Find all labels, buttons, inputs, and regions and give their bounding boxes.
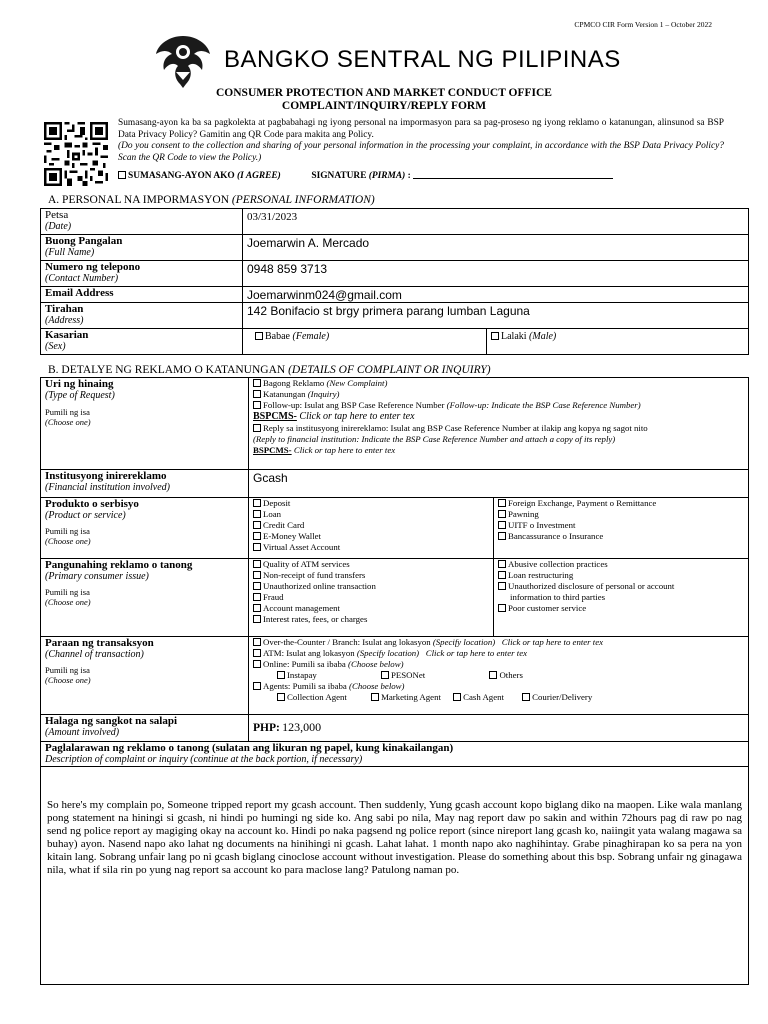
bancassurance-checkbox[interactable] [498, 532, 506, 540]
atm-quality-label: Quality of ATM services [263, 559, 350, 569]
male-label: Lalaki [501, 331, 527, 342]
consent-text [118, 118, 724, 164]
credit-card-checkbox[interactable] [253, 521, 261, 529]
agree-label: SUMASANG-AYON AKO [128, 171, 235, 181]
description-label: Paglalarawan ng reklamo o tanong (sulatan ang likuran ng papel, kung kinakailangan) [45, 742, 454, 754]
email-label: Email Address [45, 287, 114, 299]
date-field[interactable]: 03/31/2023 [247, 211, 298, 223]
product-option-forex[interactable] [498, 498, 744, 509]
complaint-details-table [40, 377, 749, 985]
online-option-instapay[interactable] [277, 670, 317, 680]
marketing-agent-checkbox[interactable] [371, 693, 379, 701]
channel-choose-one-en: (Choose one) [45, 675, 91, 685]
product-option-credit-card[interactable] [253, 520, 489, 531]
date-row [41, 209, 749, 235]
online-option-others[interactable] [489, 670, 522, 680]
new-complaint-label: Bagong Reklamo [263, 378, 325, 388]
disclosure-checkbox[interactable] [498, 582, 506, 590]
institution-field[interactable]: Gcash [253, 471, 288, 485]
atm-location-placeholder[interactable]: Click or tap here to enter tex [425, 648, 528, 658]
channel-option-online[interactable] [253, 659, 744, 670]
bank-name: BANGKO SENTRAL NG PILIPINAS [224, 46, 621, 73]
office-name: CONSUMER PROTECTION AND MARKET CONDUCT OFFICE [216, 87, 552, 99]
form-version: CPMCO CIR Form Version 1 – October 2022 [574, 20, 712, 29]
unauthorized-online-checkbox[interactable] [253, 582, 261, 590]
deposit-label: Deposit [263, 498, 291, 508]
request-option-inquiry[interactable] [253, 389, 744, 400]
reply-reference-field[interactable] [253, 445, 744, 456]
otc-label: Over-the-Counter / Branch: Isulat ang lokasyon [263, 637, 431, 647]
signature-colon: : [407, 171, 411, 181]
date-label-en: (Date) [45, 221, 72, 232]
inquiry-label: Katanungan [263, 389, 306, 399]
fraud-label: Fraud [263, 592, 284, 602]
issue-row [41, 559, 749, 637]
section-b-title: B. DETALYE NG REKLAMO O KATANUNGAN [48, 364, 286, 376]
description-field[interactable]: So here's my complain po, Someone tripped report my gcash account. Then suddenly, Yung gcash account kopo biglang diko na maopen. Like wala manlang pong statement na hiningi si gcash, ni hindi po humingi ng side ko. Ang sabi po nila, May nag report daw po sakin and within 72hours pag di raw po nag send ng police report ay magiging okay na account ko. Hindi po naka pagsend ng police report (since nireport lang gcash ko, naiingit yata walang magawa sa buhay) ayon. Nasend napo ako lahat ng documents na hinihingi ni gcash. Lahat lahat. 1 month napo ako naghihintay. Grabe pinaghirapan ko sa pera na yon kitain lang. Sobrang unfair lang po ni gcash biglang cinoclose account without investigation. Please do something about this bsp. Sobrang unfair ng ginagawa nila, what if sila rin po yung nag report sa account ko para maclose lang? Patulong naman po. [47, 799, 743, 876]
followup-reference-placeholder: Click or tap here to enter tex [299, 411, 415, 422]
full-name-label-en: (Full Name) [45, 247, 95, 258]
forex-label: Foreign Exchange, Payment o Remittance [508, 498, 657, 508]
email-field[interactable]: Joemarwinm024@gmail.com [247, 288, 402, 302]
address-field[interactable]: 142 Bonifacio st brgy primera parang lumban Laguna [247, 304, 530, 318]
disclosure-label-cont: information to third parties [510, 592, 606, 602]
sex-option-male[interactable] [491, 329, 744, 342]
contact-row [41, 261, 749, 287]
address-label-en: (Address) [45, 315, 84, 326]
contact-label-en: (Contact Number) [45, 273, 119, 284]
fraud-checkbox[interactable] [253, 593, 261, 601]
collection-agent-label: Collection Agent [287, 692, 347, 702]
others-checkbox[interactable] [489, 671, 497, 679]
description-row [41, 742, 749, 985]
sex-row [41, 329, 749, 355]
new-complaint-label-en: (New Complaint) [326, 378, 388, 388]
consent-agree-row [118, 170, 613, 181]
collection-checkbox[interactable] [498, 560, 506, 568]
form-title: COMPLAINT/INQUIRY/REPLY FORM [281, 100, 487, 112]
pesonet-checkbox[interactable] [381, 671, 389, 679]
reply-reference-placeholder: Click or tap here to enter tex [293, 445, 396, 455]
agents-label-en: (Choose below) [349, 681, 405, 691]
followup-reference-field[interactable] [253, 411, 744, 423]
request-type-label-en: (Type of Request) [45, 390, 115, 401]
followup-label-en: (Follow-up: Indicate the BSP Case Reference Number) [446, 400, 641, 410]
amount-row [41, 715, 749, 742]
full-name-field[interactable]: Joemarwin A. Mercado [247, 236, 370, 250]
online-options [253, 670, 744, 681]
section-a-title-en: (PERSONAL INFORMATION) [231, 194, 375, 206]
agree-checkbox[interactable] [118, 171, 126, 179]
agree-label-en: (I AGREE) [237, 171, 281, 181]
marketing-agent-label: Marketing Agent [381, 692, 441, 702]
description-label-en: Description of complaint or inquiry (continue at the back portion, if necessary) [41, 754, 748, 767]
unauthorized-online-label: Unauthorized online transaction [263, 581, 376, 591]
product-choose-one-en: (Choose one) [45, 536, 91, 546]
online-option-pesonet[interactable] [381, 670, 425, 680]
contact-label: Numero ng telepono [45, 261, 141, 273]
online-checkbox[interactable] [253, 660, 261, 668]
issue-option-poor-service[interactable] [498, 603, 744, 614]
female-label-en: (Female) [292, 331, 330, 342]
consent-text-english: (Do you consent to the collection and sharing of your personal information in the processing your complaint, in accordance with the BSP Data Privacy Policy? Scan the QR Code to view the Policy.) [118, 141, 724, 163]
bsp-logo-icon [152, 30, 214, 92]
product-option-bancassurance[interactable] [498, 531, 744, 542]
deposit-checkbox[interactable] [253, 499, 261, 507]
request-option-new[interactable] [253, 378, 744, 389]
female-label: Babae [265, 331, 290, 342]
bancassurance-label: Bancassurance o Insurance [508, 531, 604, 541]
agent-options [253, 692, 744, 703]
female-checkbox[interactable] [255, 332, 263, 340]
agent-option-cash[interactable] [453, 692, 504, 702]
email-row [41, 287, 749, 303]
product-label-en: (Product or service) [45, 510, 126, 521]
atm-label: ATM: Isulat ang lokasyon [263, 648, 355, 658]
cash-agent-checkbox[interactable] [453, 693, 461, 701]
agents-label: Agents: Pumili sa ibaba [263, 681, 347, 691]
institution-row [41, 470, 749, 498]
others-label: Others [499, 670, 523, 680]
institution-label-en: (Financial institution involved) [45, 482, 170, 493]
loan-checkbox[interactable] [253, 510, 261, 518]
channel-label-en: (Channel of transaction) [45, 649, 144, 660]
issue-option-account-management[interactable] [253, 603, 489, 614]
cash-agent-label: Cash Agent [463, 692, 504, 702]
amount-field[interactable]: 123,000 [282, 720, 322, 734]
full-name-row [41, 235, 749, 261]
product-option-emoney[interactable] [253, 531, 489, 542]
issue-option-collection[interactable] [498, 559, 744, 570]
product-option-loan[interactable] [253, 509, 489, 520]
channel-option-agents[interactable] [253, 681, 744, 692]
fees-checkbox[interactable] [253, 615, 261, 623]
pawning-label: Pawning [508, 509, 539, 519]
otc-checkbox[interactable] [253, 638, 261, 646]
section-a-heading [48, 194, 375, 206]
sex-option-female[interactable] [247, 329, 482, 342]
otc-location-placeholder[interactable]: Click or tap here to enter tex [501, 637, 604, 647]
emoney-label: E-Money Wallet [263, 531, 322, 541]
agent-option-collection[interactable] [277, 692, 347, 702]
request-option-followup[interactable] [253, 400, 744, 411]
issue-choose-one-en: (Choose one) [45, 597, 91, 607]
account-management-checkbox[interactable] [253, 604, 261, 612]
fund-transfer-label: Non-receipt of fund transfers [263, 570, 366, 580]
channel-label: Paraan ng transaksyon [45, 637, 154, 649]
issue-option-unauthorized-online[interactable] [253, 581, 489, 592]
issue-option-fees[interactable] [253, 614, 489, 625]
agent-option-marketing[interactable] [371, 692, 441, 702]
signature-label-en: (PIRMA) [368, 171, 406, 181]
channel-choose-one: Pumili ng isa [45, 665, 90, 675]
full-name-label: Buong Pangalan [45, 235, 123, 247]
channel-row [41, 637, 749, 715]
online-label: Online: Pumili sa ibaba [263, 659, 346, 669]
choose-one-label: Pumili ng isa [45, 407, 90, 417]
instapay-label: Instapay [287, 670, 317, 680]
issue-label-en: (Primary consumer issue) [45, 571, 149, 582]
channel-option-atm[interactable] [253, 648, 744, 659]
forex-checkbox[interactable] [498, 499, 506, 507]
inquiry-checkbox[interactable] [253, 390, 261, 398]
signature-label: SIGNATURE [311, 171, 367, 181]
account-management-label: Account management [263, 603, 340, 613]
pesonet-label: PESONet [391, 670, 426, 680]
bspcms-prefix-2: BSPCMS- [253, 445, 292, 455]
consent-text-filipino: Sumasang-ayon ka ba sa pagkolekta at pagbabahagi ng iyong personal na impormasyon para sa pag-proseso ng iyong reklamo o katanungan, alinsunod sa BSP Data Privacy Policy? Gamitin ang QR Code para makita ang Policy. [118, 118, 724, 140]
agent-option-courier[interactable] [522, 692, 592, 702]
product-option-virtual-asset[interactable] [253, 542, 489, 553]
disclosure-label: Unauthorized disclosure of personal or account [508, 581, 675, 591]
collection-agent-checkbox[interactable] [277, 693, 285, 701]
virtual-asset-label: Virtual Asset Account [263, 542, 341, 552]
contact-field[interactable]: 0948 859 3713 [247, 262, 328, 276]
amount-currency: PHP: [253, 722, 280, 734]
uitf-checkbox[interactable] [498, 521, 506, 529]
institution-label: Institusyong inirereklamo [45, 470, 167, 482]
restructuring-label: Loan restructuring [508, 570, 574, 580]
otc-label-en: (Specify location) [432, 637, 496, 647]
section-a-title: A. PERSONAL NA IMPORMASYON [48, 194, 230, 206]
male-label-en: (Male) [529, 331, 557, 342]
poor-service-checkbox[interactable] [498, 604, 506, 612]
uitf-label: UITF o Investment [508, 520, 576, 530]
date-label: Petsa [45, 209, 69, 221]
section-b-heading [48, 364, 491, 376]
poor-service-label: Poor customer service [508, 603, 587, 613]
issue-option-disclosure[interactable] [498, 581, 744, 592]
emoney-checkbox[interactable] [253, 532, 261, 540]
reply-checkbox[interactable] [253, 424, 261, 432]
credit-card-label: Credit Card [263, 520, 305, 530]
virtual-asset-checkbox[interactable] [253, 543, 261, 551]
signature-field[interactable] [413, 170, 613, 179]
agents-checkbox[interactable] [253, 682, 261, 690]
courier-label: Courier/Delivery [532, 692, 593, 702]
product-label: Produkto o serbisyo [45, 498, 139, 510]
fund-transfer-checkbox[interactable] [253, 571, 261, 579]
product-option-uitf[interactable] [498, 520, 744, 531]
issue-choose-one: Pumili ng isa [45, 587, 90, 597]
channel-option-otc[interactable] [253, 637, 744, 648]
collection-label: Abusive collection practices [508, 559, 608, 569]
product-option-deposit[interactable] [253, 498, 489, 509]
atm-checkbox[interactable] [253, 649, 261, 657]
qr-code-icon [44, 122, 108, 186]
product-row [41, 498, 749, 559]
address-row [41, 303, 749, 329]
atm-label-en: (Specify location) [356, 648, 420, 658]
product-choose-one: Pumili ng isa [45, 526, 90, 536]
pawning-checkbox[interactable] [498, 510, 506, 518]
issue-option-restructuring[interactable] [498, 570, 744, 581]
request-type-row [41, 378, 749, 470]
loan-label: Loan [263, 509, 282, 519]
issue-label: Pangunahing reklamo o tanong [45, 559, 193, 571]
address-label: Tirahan [45, 303, 84, 315]
amount-label-en: (Amount involved) [45, 727, 120, 738]
issue-option-fraud[interactable] [253, 592, 489, 603]
request-type-label: Uri ng hinaing [45, 378, 114, 390]
new-complaint-checkbox[interactable] [253, 379, 261, 387]
sex-label: Kasarian [45, 329, 89, 341]
followup-checkbox[interactable] [253, 401, 261, 409]
online-label-en: (Choose below) [348, 659, 404, 669]
male-checkbox[interactable] [491, 332, 499, 340]
reply-label: Reply sa institusyong inirereklamo: Isulat ang BSP Case Reference Number at ilakip ang kopya ng sagot nito [263, 423, 648, 433]
product-option-pawning[interactable] [498, 509, 744, 520]
instapay-checkbox[interactable] [277, 671, 285, 679]
courier-checkbox[interactable] [522, 693, 530, 701]
issue-option-fund-transfer[interactable] [253, 570, 489, 581]
personal-info-table [40, 208, 749, 355]
bspcms-prefix: BSPCMS- [253, 411, 297, 422]
request-option-reply[interactable] [253, 423, 744, 434]
sex-label-en: (Sex) [45, 341, 66, 352]
fees-label: Interest rates, fees, or charges [263, 614, 368, 624]
amount-label: Halaga ng sangkot na salapi [45, 715, 178, 727]
followup-label: Follow-up: Isulat ang BSP Case Reference Number [263, 400, 445, 410]
inquiry-label-en: (Inquiry) [307, 389, 340, 399]
reply-label-en: (Reply to financial institution: Indicate the BSP Case Reference Number and attach a copy of its reply) [253, 434, 616, 444]
form-heading [0, 87, 768, 113]
restructuring-checkbox[interactable] [498, 571, 506, 579]
section-b-title-en: (DETAILS OF COMPLAINT OR INQUIRY) [288, 364, 491, 376]
choose-one-label-en: (Choose one) [45, 417, 91, 427]
issue-option-atm[interactable] [253, 559, 489, 570]
atm-quality-checkbox[interactable] [253, 560, 261, 568]
